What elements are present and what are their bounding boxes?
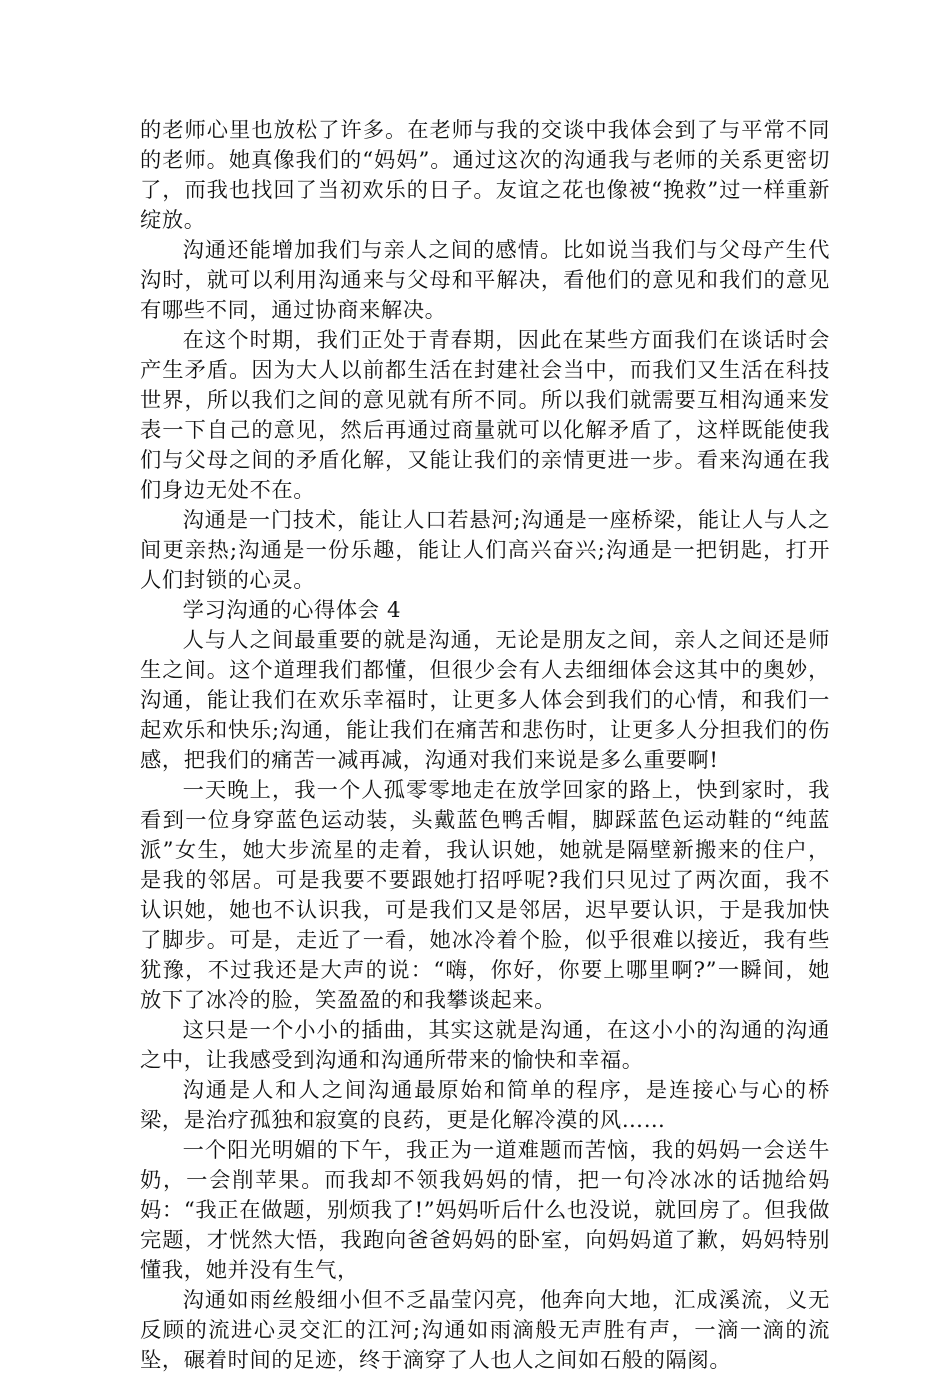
paragraph: 人与人之间最重要的就是沟通，无论是朋友之间，亲人之间还是师生之间。这个道理我们都懂，但很少会有人去细细体会这其中的奥妙，沟通，能让我们在欢乐幸福时，让更多人体会到我们的心情，和我们一起欢乐和快乐;沟通，能让我们在痛苦和悲伤时，让更多人分担我们的伤感，把我们的痛苦一减再减，沟通对我们来说是多么重要啊!	[140, 628, 830, 773]
paragraph: 沟通是一门技术，能让人口若悬河;沟通是一座桥梁，能让人与人之间更亲热;沟通是一份乐趣，能让人们高兴奋兴;沟通是一把钥匙，打开人们封锁的心灵。	[140, 508, 830, 593]
section-heading: 学习沟通的心得体会 4	[182, 598, 402, 623]
paragraph: 一天晚上，我一个人孤零零地走在放学回家的路上，快到家时，我看到一位身穿蓝色运动装，头戴蓝色鸭舌帽，脚踩蓝色运动鞋的“纯蓝派”女生，她大步流星的走着，我认识她，她就是隔壁新搬来的住户，是我的邻居。可是我要不要跟她打招呼呢?我们只见过了两次面，我不认识她，她也不认识我，可是我们又是邻居，迟早要认识，于是我加快了脚步。可是，走近了一看，她冰冷着个脸，似乎很难以接近，我有些犹豫，不过我还是大声的说：“嗨，你好，你要上哪里啊?”一瞬间，她放下了冰冷的脸，笑盈盈的和我攀谈起来。	[140, 778, 830, 1013]
paragraph: 沟通还能增加我们与亲人之间的感情。比如说当我们与父母产生代沟时，就可以利用沟通来与父母和平解决，看他们的意见和我们的意见有哪些不同，通过协商来解决。	[140, 238, 830, 323]
paragraph: 沟通是人和人之间沟通最原始和简单的程序，是连接心与心的桥梁，是治疗孤独和寂寞的良药，更是化解冷漠的风……	[140, 1078, 830, 1133]
paragraph: 在这个时期，我们正处于青春期，因此在某些方面我们在谈话时会产生矛盾。因为大人以前都生活在封建社会当中，而我们又生活在科技世界，所以我们之间的意见就有所不同。所以我们就需要互相沟通来发表一下自己的意见，然后再通过商量就可以化解矛盾了，这样既能使我们与父母之间的矛盾化解，又能让我们的亲情更进一步。看来沟通在我们身边无处不在。	[140, 328, 830, 503]
document-body	[140, 116, 830, 1376]
paragraph: 的老师心里也放松了许多。在老师与我的交谈中我体会到了与平常不同的老师。她真像我们的“妈妈”。通过这次的沟通我与老师的关系更密切了，而我也找回了当初欢乐的日子。友谊之花也像被“挽救”过一样重新绽放。	[140, 118, 830, 233]
paragraph: 一个阳光明媚的下午，我正为一道难题而苦恼，我的妈妈一会送牛奶，一会削苹果。而我却不领我妈妈的情，把一句冷冰冰的话抛给妈妈：“我正在做题，别烦我了!”妈妈听后什么也没说，就回房了。但我做完题，才恍然大悟，我跑向爸爸妈妈的卧室，向妈妈道了歉，妈妈特别懂我，她并没有生气，	[140, 1138, 830, 1283]
paragraph: 沟通如雨丝般细小但不乏晶莹闪亮，他奔向大地，汇成溪流，义无反顾的流进心灵交汇的江河;沟通如雨滴般无声胜有声，一滴一滴的流坠，碾着时间的足迹，终于滴穿了人也人之间如石般的隔阂。	[140, 1288, 830, 1373]
paragraph: 这只是一个小小的插曲，其实这就是沟通，在这小小的沟通的沟通之中，让我感受到沟通和沟通所带来的愉快和幸福。	[140, 1018, 830, 1073]
